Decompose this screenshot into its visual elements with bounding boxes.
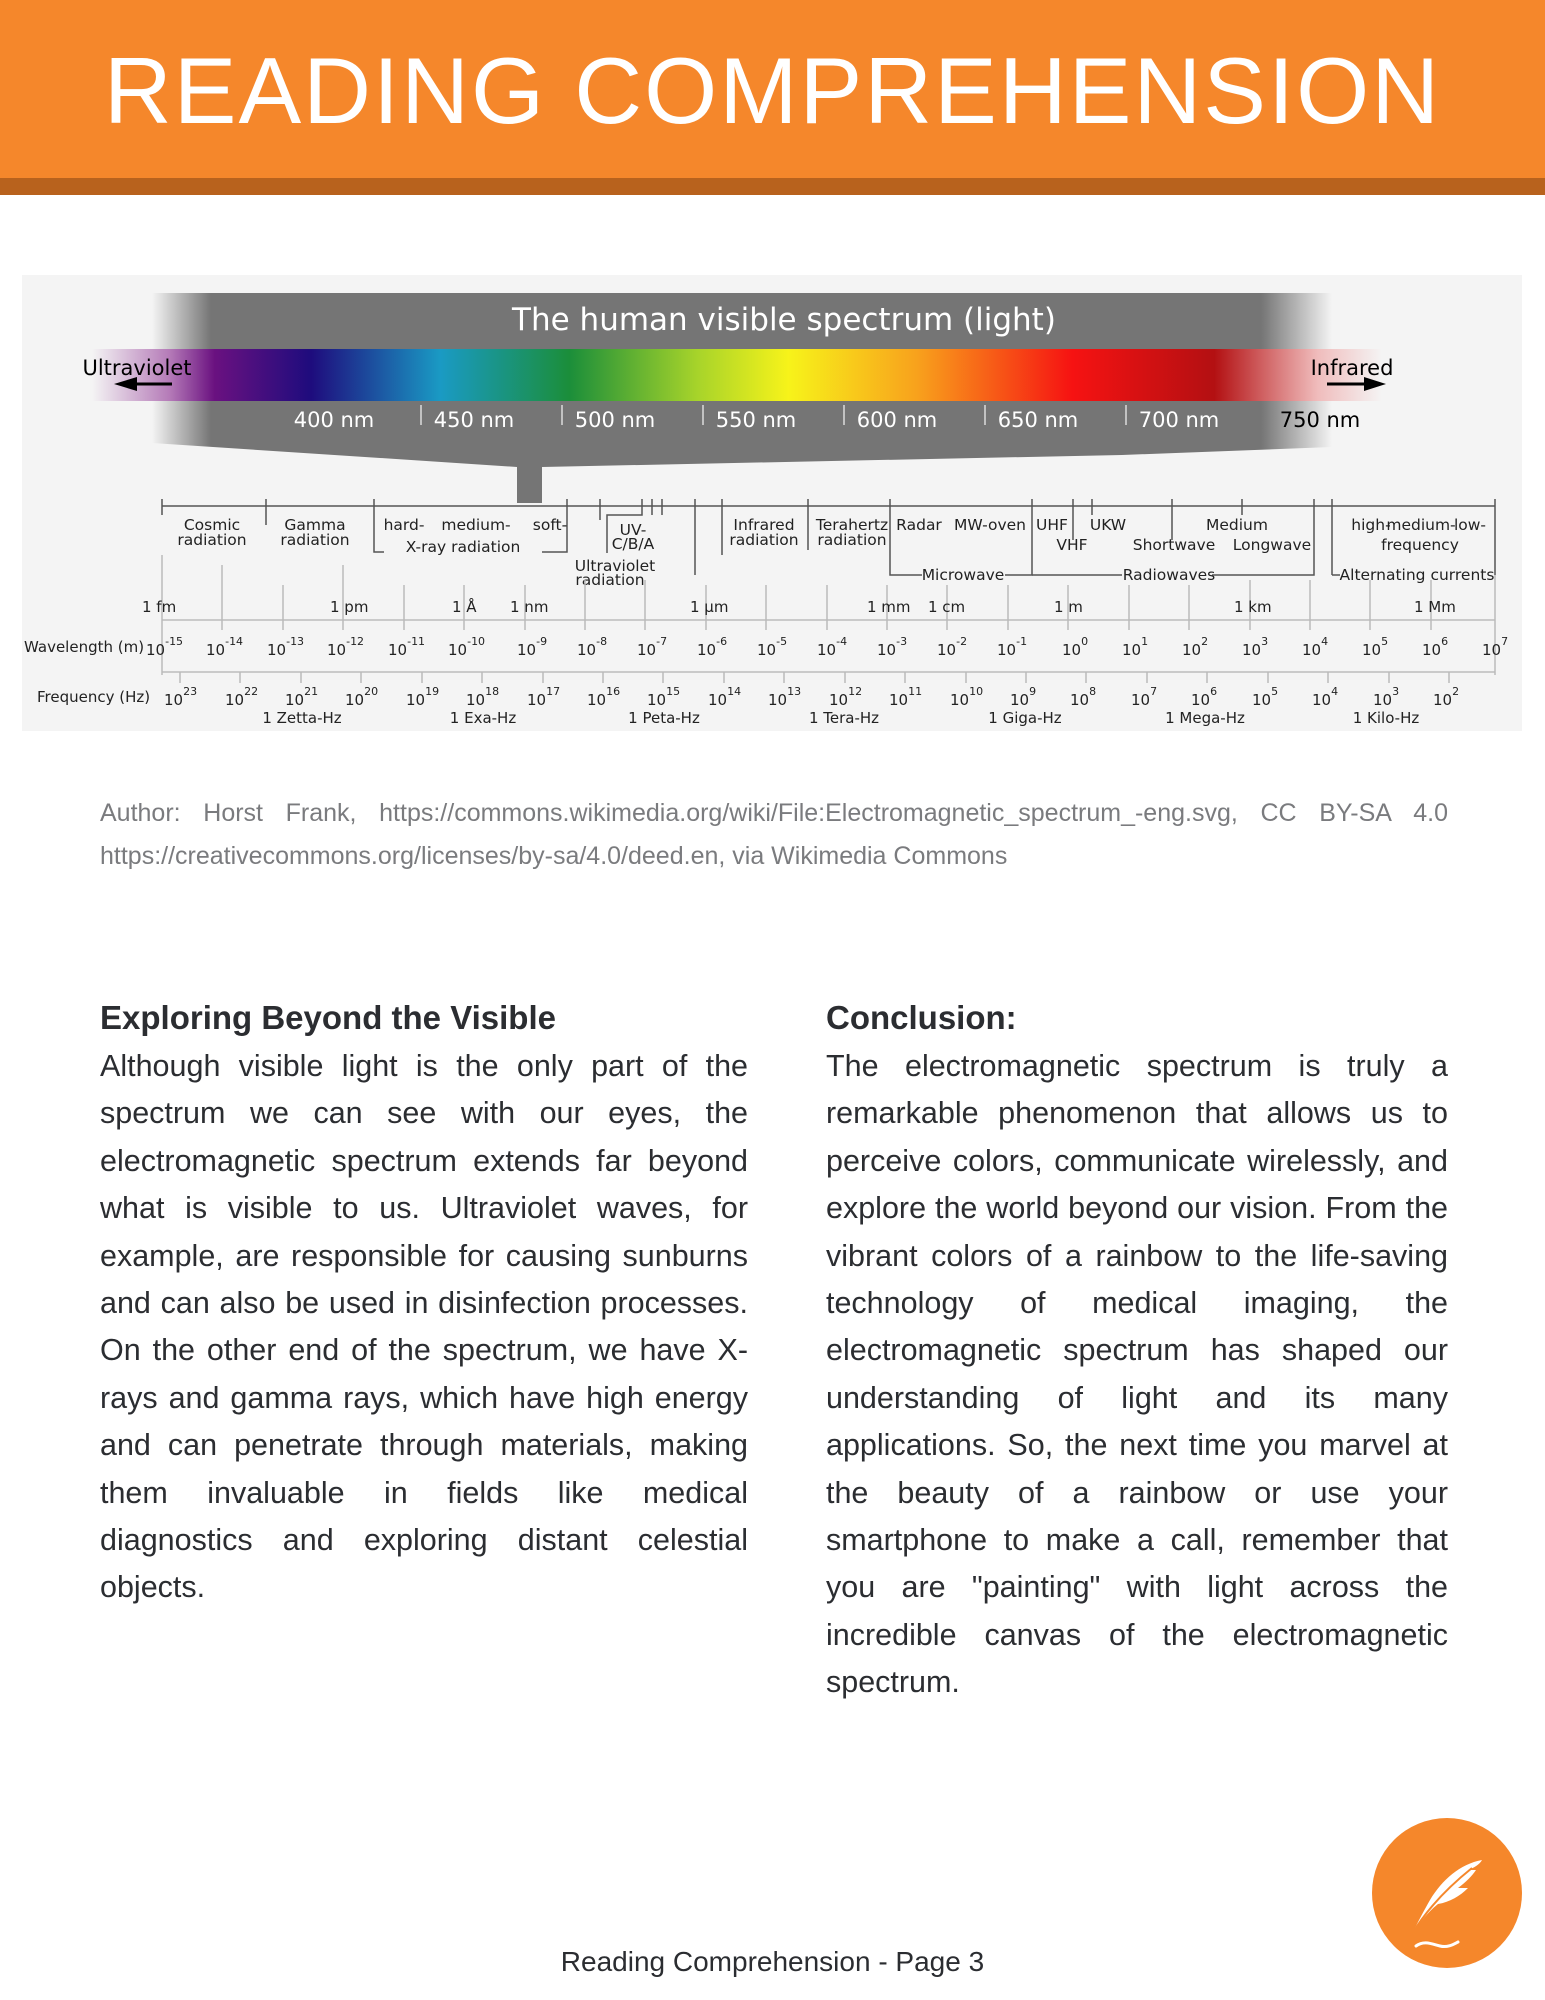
band-gamma: Gamma bbox=[284, 516, 346, 534]
svg-text:UHF: UHF bbox=[1036, 516, 1068, 534]
svg-text:10-14: $10^{-14}$ bbox=[206, 635, 244, 659]
svg-text:1019: $10^{19}$ bbox=[406, 685, 440, 709]
wavelength-tick-labels bbox=[146, 635, 1508, 659]
band-infrared: Infrared bbox=[733, 516, 795, 534]
spectrum-title: The human visible spectrum (light) bbox=[512, 302, 1056, 338]
svg-text:1011: $10^{11}$ bbox=[889, 685, 923, 709]
svg-text:1017: $10^{17}$ bbox=[527, 685, 561, 709]
svg-text:1 Tera-Hz: 1 Tera-Hz bbox=[808, 709, 880, 727]
svg-text:1 m: 1 m bbox=[1054, 598, 1083, 616]
svg-text:106: $10^6$ bbox=[1191, 685, 1218, 709]
svg-text:700 nm: 700 nm bbox=[1138, 408, 1220, 432]
svg-text:104: $10^4$ bbox=[1312, 685, 1339, 709]
band-alternating-currents: Alternating currents bbox=[1339, 566, 1495, 584]
svg-text:1 mm: 1 mm bbox=[867, 598, 911, 616]
svg-text:Shortwave: Shortwave bbox=[1132, 536, 1216, 554]
svg-text:10-5: $10^{-5}$ bbox=[757, 635, 788, 659]
section-heading: Conclusion: bbox=[826, 999, 1017, 1036]
band-xray: X-ray radiation bbox=[405, 538, 521, 556]
frequency-tick-labels bbox=[164, 685, 1459, 709]
svg-text:high-: high- bbox=[1351, 516, 1391, 534]
frequency-axis bbox=[180, 672, 1449, 683]
svg-text:10-3: $10^{-3}$ bbox=[877, 635, 908, 659]
svg-text:1013: $10^{13}$ bbox=[768, 685, 802, 709]
svg-text:C/B/A: C/B/A bbox=[611, 535, 655, 553]
section-conclusion bbox=[826, 995, 1448, 1707]
svg-text:1012: $10^{12}$ bbox=[829, 685, 863, 709]
svg-text:1015: $10^{15}$ bbox=[647, 685, 681, 709]
svg-text:10-6: $10^{-6}$ bbox=[697, 635, 728, 659]
svg-text:500 nm: 500 nm bbox=[574, 408, 656, 432]
band-radiowaves: Radiowaves bbox=[1122, 566, 1216, 584]
svg-text:1023: $10^{23}$ bbox=[164, 685, 198, 709]
band-terahertz: Terahertz bbox=[815, 516, 889, 534]
svg-text:105: $10^5$ bbox=[1362, 635, 1389, 659]
svg-text:1 Kilo-Hz: 1 Kilo-Hz bbox=[1352, 709, 1420, 727]
svg-text:1 fm: 1 fm bbox=[142, 598, 177, 616]
svg-text:UV-: UV- bbox=[619, 521, 647, 539]
svg-text:radiation: radiation bbox=[817, 531, 887, 549]
electromagnetic-spectrum-diagram bbox=[22, 275, 1522, 731]
svg-text:102: $10^2$ bbox=[1433, 685, 1460, 709]
svg-text:103: $10^3$ bbox=[1242, 635, 1269, 659]
svg-text:radiation: radiation bbox=[177, 531, 247, 549]
svg-text:1 Giga-Hz: 1 Giga-Hz bbox=[988, 709, 1062, 727]
svg-text:1 Exa-Hz: 1 Exa-Hz bbox=[449, 709, 517, 727]
svg-text:10-8: $10^{-8}$ bbox=[577, 635, 608, 659]
section-body: Although visible light is the only part of the spectrum we can see with our eyes, the electromagnetic spectrum extends far beyond what is visible to us. Ultraviolet waves, for example, are responsible for causing sunburns and can also be used in disinfection processes. On the other end of the spectrum, we have X-rays and gamma rays, which have high energy and can penetrate through materials, making them invaluable in fields like medical diagnostics and exploring distant celestial objects. bbox=[100, 1049, 748, 1605]
svg-text:109: $10^9$ bbox=[1010, 685, 1037, 709]
svg-text:103: $10^3$ bbox=[1373, 685, 1400, 709]
section-body: The electromagnetic spectrum is truly a remarkable phenomenon that allows us to perceive colors, communicate wirelessly, and explore the world beyond our vision. From the vibrant colors of a rainbow to the life-saving technology of medical imaging, the electromagnetic spectrum has shaped our understanding of light and its many applications. So, the next time you marvel at the beauty of a rainbow or use your smartphone to make a call, remember that you are "painting" with light across the incredible canvas of the electromagnetic spectrum. bbox=[826, 1049, 1448, 1700]
svg-text:105: $10^5$ bbox=[1252, 685, 1279, 709]
svg-text:radiation: radiation bbox=[729, 531, 799, 549]
svg-text:750 nm: 750 nm bbox=[1279, 408, 1361, 432]
svg-text:10-12: $10^{-12}$ bbox=[327, 635, 365, 659]
band-microwave: Microwave bbox=[921, 566, 1005, 584]
svg-text:1 Mm: 1 Mm bbox=[1414, 598, 1456, 616]
svg-text:400 nm: 400 nm bbox=[293, 408, 375, 432]
section-exploring bbox=[100, 995, 748, 1612]
svg-text:550 nm: 550 nm bbox=[715, 408, 797, 432]
svg-text:102: $10^2$ bbox=[1182, 635, 1209, 659]
svg-text:106: $10^6$ bbox=[1422, 635, 1449, 659]
svg-text:1 cm: 1 cm bbox=[928, 598, 966, 616]
image-credit: Author: Horst Frank, https://commons.wikimedia.org/wiki/File:Electromagnetic_spectrum_-eng.svg, CC BY-SA 4.0 https://creativecommons.org/licenses/by-sa/4.0/deed.en, via Wikimedia Commons bbox=[100, 799, 1448, 870]
svg-text:108: $10^8$ bbox=[1070, 685, 1097, 709]
svg-text:1016: $10^{16}$ bbox=[587, 685, 621, 709]
frequency-named-labels bbox=[262, 709, 1419, 727]
svg-text:10-1: $10^{-1}$ bbox=[997, 635, 1028, 659]
svg-text:1014: $10^{14}$ bbox=[708, 685, 742, 709]
header-accent-band bbox=[0, 178, 1545, 195]
svg-text:UKW: UKW bbox=[1089, 516, 1127, 534]
svg-text:1 Zetta-Hz: 1 Zetta-Hz bbox=[262, 709, 342, 727]
infrared-label: Infrared bbox=[1310, 356, 1394, 380]
svg-text:600 nm: 600 nm bbox=[856, 408, 938, 432]
svg-text:1 pm: 1 pm bbox=[330, 598, 369, 616]
svg-text:1 Å: 1 Å bbox=[452, 598, 477, 616]
svg-text:10-10: $10^{-10}$ bbox=[448, 635, 486, 659]
svg-text:107: $10^7$ bbox=[1482, 635, 1509, 659]
svg-text:hard-: hard- bbox=[383, 516, 425, 534]
svg-text:medium-: medium- bbox=[441, 516, 511, 534]
svg-text:soft-: soft- bbox=[532, 516, 568, 534]
svg-text:1022: $10^{22}$ bbox=[225, 685, 259, 709]
svg-text:1 km: 1 km bbox=[1234, 598, 1272, 616]
band-ultraviolet: Ultraviolet bbox=[574, 557, 656, 575]
svg-text:650 nm: 650 nm bbox=[997, 408, 1079, 432]
svg-text:frequency: frequency bbox=[1381, 536, 1459, 554]
svg-text:10-13: $10^{-13}$ bbox=[267, 635, 305, 659]
svg-text:VHF: VHF bbox=[1056, 536, 1088, 554]
svg-text:1 Peta-Hz: 1 Peta-Hz bbox=[628, 709, 700, 727]
svg-text:1 µm: 1 µm bbox=[690, 598, 729, 616]
svg-text:radiation: radiation bbox=[575, 571, 645, 589]
unit-labels bbox=[142, 597, 1456, 616]
ultraviolet-label: Ultraviolet bbox=[82, 356, 192, 380]
section-heading: Exploring Beyond the Visible bbox=[100, 999, 556, 1036]
svg-text:104: $10^4$ bbox=[1302, 635, 1329, 659]
svg-text:101: $10^1$ bbox=[1122, 635, 1149, 659]
svg-text:radiation: radiation bbox=[280, 531, 350, 549]
svg-text:10-15: $10^{-15}$ bbox=[146, 635, 184, 659]
svg-text:Longwave: Longwave bbox=[1232, 536, 1312, 554]
svg-text:Medium: Medium bbox=[1206, 516, 1268, 534]
svg-text:1020: $10^{20}$ bbox=[345, 685, 379, 709]
svg-text:1018: $10^{18}$ bbox=[466, 685, 500, 709]
frequency-axis-label: Frequency (Hz) bbox=[37, 688, 151, 706]
svg-text:10-9: $10^{-9}$ bbox=[517, 635, 548, 659]
svg-text:10-7: $10^{-7}$ bbox=[637, 635, 668, 659]
svg-text:1 nm: 1 nm bbox=[510, 598, 549, 616]
svg-text:10-11: $10^{-11}$ bbox=[388, 635, 426, 659]
svg-text:10-2: $10^{-2}$ bbox=[937, 635, 968, 659]
svg-text:1021: $10^{21}$ bbox=[285, 685, 319, 709]
svg-text:MW-oven: MW-oven bbox=[954, 516, 1026, 534]
wavelength-axis-label: Wavelength (m) bbox=[24, 638, 145, 656]
svg-text:107: $10^7$ bbox=[1131, 685, 1158, 709]
band-cosmic: Cosmic bbox=[183, 516, 241, 534]
svg-text:low-: low- bbox=[1453, 516, 1487, 534]
page-title: READING COMPREHENSION bbox=[103, 38, 1442, 143]
svg-text:1 Mega-Hz: 1 Mega-Hz bbox=[1165, 709, 1245, 727]
page-header bbox=[0, 0, 1545, 178]
svg-text:medium-: medium- bbox=[1386, 516, 1456, 534]
svg-text:100: $10^0$ bbox=[1062, 635, 1089, 659]
svg-text:10-4: $10^{-4}$ bbox=[817, 635, 848, 659]
svg-text:450 nm: 450 nm bbox=[433, 408, 515, 432]
page-footer: Reading Comprehension - Page 3 bbox=[560, 1946, 985, 1977]
svg-text:Radar: Radar bbox=[896, 516, 942, 534]
svg-text:1010: $10^{10}$ bbox=[950, 685, 984, 709]
